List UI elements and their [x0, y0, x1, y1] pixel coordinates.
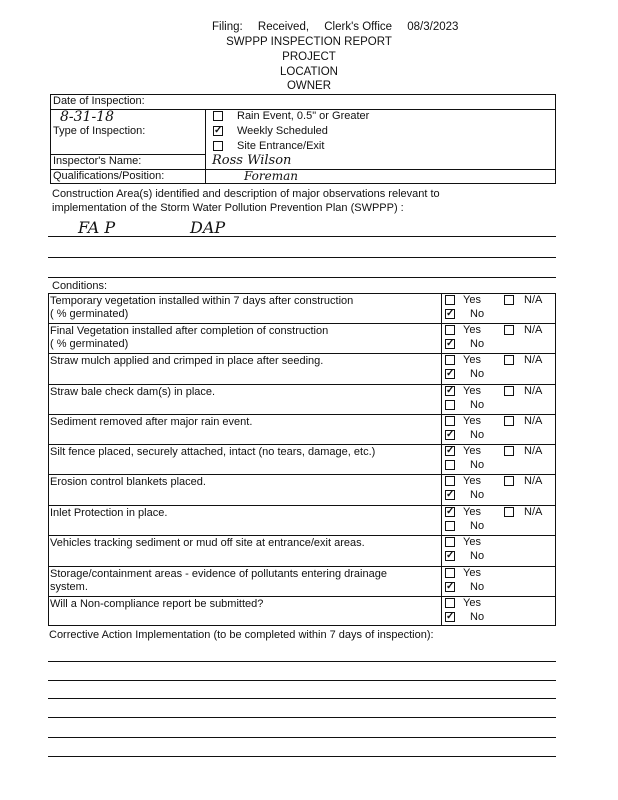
condition-line-2: system.	[50, 581, 88, 593]
answer-line	[48, 661, 556, 662]
no-label: No	[470, 368, 485, 380]
no-label: No	[470, 550, 485, 562]
location-label: LOCATION	[280, 66, 338, 78]
condition-line-1: Storage/containment areas - evidence of pollutants entering drainage	[50, 568, 387, 580]
qualifications-value: Foreman	[244, 169, 298, 183]
condition-text	[50, 295, 440, 321]
check-mark-icon: ✓	[446, 368, 455, 379]
construction-text: Construction Area(s) identified and description of major observations relevant to implementation of the Storm Water Pollution Prevention Plan (SWPPP) :	[52, 188, 440, 214]
answer-line	[48, 737, 556, 738]
no-checkbox[interactable]	[445, 551, 455, 561]
condition-text	[50, 355, 440, 368]
no-checkbox[interactable]	[445, 339, 455, 349]
no-label: No	[470, 520, 485, 532]
construction-note-1: FA P	[78, 218, 116, 237]
condition-line-1: Vehicles tracking sediment or mud off site at entrance/exit areas.	[50, 537, 365, 549]
rain-event-label: Rain Event, 0.5" or Greater	[237, 110, 370, 122]
condition-text	[50, 446, 440, 459]
no-label: No	[470, 308, 485, 320]
yes-label: Yes	[463, 567, 481, 579]
project-label: PROJECT	[282, 51, 336, 63]
yes-label: Yes	[463, 506, 481, 518]
na-checkbox[interactable]	[504, 295, 514, 305]
no-label: No	[470, 459, 485, 471]
check-mark-icon: ✓	[446, 385, 455, 396]
conditions-label: Conditions:	[52, 280, 108, 292]
yes-label: Yes	[463, 415, 481, 427]
yes-label: Yes	[463, 597, 481, 609]
yes-label: Yes	[463, 536, 481, 548]
condition-line-1: Will a Non-compliance report be submitted?	[50, 598, 264, 610]
condition-text	[50, 416, 440, 429]
check-mark-icon: ✓	[446, 581, 455, 592]
condition-text	[50, 598, 440, 611]
answer-line	[48, 680, 556, 681]
site-entrance-checkbox[interactable]	[213, 141, 223, 151]
inspector-label: Inspector's Name:	[53, 155, 142, 167]
no-checkbox[interactable]	[445, 430, 455, 440]
answer-line	[48, 717, 556, 718]
na-label: N/A	[524, 324, 543, 336]
condition-line-2: ( % germinated)	[50, 338, 129, 350]
condition-line-1: Erosion control blankets placed.	[50, 476, 206, 488]
received-label: Received,	[257, 21, 310, 33]
na-label: N/A	[524, 415, 543, 427]
yes-label: Yes	[463, 445, 481, 457]
na-checkbox[interactable]	[504, 386, 514, 396]
yes-checkbox[interactable]	[445, 295, 455, 305]
na-label: N/A	[524, 354, 543, 366]
na-label: N/A	[524, 506, 543, 518]
check-mark-icon: ✓	[214, 125, 223, 136]
answer-line	[48, 756, 556, 757]
na-label: N/A	[524, 445, 543, 457]
rain-event-checkbox[interactable]	[213, 111, 223, 121]
na-label: N/A	[524, 385, 543, 397]
answer-line	[48, 277, 556, 278]
date-value: 8-31-18	[60, 109, 114, 125]
condition-line-1: Sediment removed after major rain event.	[50, 416, 253, 428]
yes-label: Yes	[463, 475, 481, 487]
condition-text	[50, 537, 440, 550]
condition-text	[50, 325, 440, 351]
no-checkbox[interactable]	[445, 521, 455, 531]
conditions-divider	[441, 293, 442, 626]
no-label: No	[470, 611, 485, 623]
na-checkbox[interactable]	[504, 446, 514, 456]
yes-checkbox[interactable]	[445, 355, 455, 365]
info-divider	[205, 109, 206, 184]
condition-line-1: Silt fence placed, securely attached, intact (no tears, damage, etc.)	[50, 446, 376, 458]
date-label: Date of Inspection:	[53, 95, 145, 107]
yes-label: Yes	[463, 294, 481, 306]
condition-text	[50, 476, 440, 489]
condition-text	[50, 386, 440, 399]
site-entrance-label: Site Entrance/Exit	[237, 140, 325, 152]
yes-checkbox[interactable]	[445, 598, 455, 608]
condition-text	[50, 507, 440, 520]
check-mark-icon: ✓	[446, 338, 455, 349]
no-checkbox[interactable]	[445, 369, 455, 379]
condition-text	[50, 568, 440, 594]
yes-checkbox[interactable]	[445, 507, 455, 517]
yes-checkbox[interactable]	[445, 325, 455, 335]
no-label: No	[470, 489, 485, 501]
filing-stamp	[212, 21, 470, 33]
no-checkbox[interactable]	[445, 460, 455, 470]
weekly-scheduled-label: Weekly Scheduled	[237, 125, 328, 137]
corrective-label: Corrective Action Implementation (to be completed within 7 days of inspection):	[49, 629, 434, 641]
yes-checkbox[interactable]	[445, 537, 455, 547]
no-label: No	[470, 338, 485, 350]
yes-checkbox[interactable]	[445, 446, 455, 456]
yes-label: Yes	[463, 324, 481, 336]
yes-checkbox[interactable]	[445, 386, 455, 396]
no-label: No	[470, 399, 485, 411]
yes-checkbox[interactable]	[445, 416, 455, 426]
check-mark-icon: ✓	[446, 550, 455, 561]
condition-line-1: Final Vegetation installed after completion of construction	[50, 325, 329, 337]
no-checkbox[interactable]	[445, 490, 455, 500]
no-label: No	[470, 581, 485, 593]
owner-label: OWNER	[286, 80, 332, 92]
check-mark-icon: ✓	[446, 429, 455, 440]
no-label: No	[470, 429, 485, 441]
answer-line	[48, 698, 556, 699]
no-checkbox[interactable]	[445, 400, 455, 410]
report-title: SWPPP INSPECTION REPORT	[226, 36, 392, 48]
na-checkbox[interactable]	[504, 507, 514, 517]
na-checkbox[interactable]	[504, 476, 514, 486]
filing-label: Filing:	[212, 21, 243, 33]
no-checkbox[interactable]	[445, 612, 455, 622]
check-mark-icon: ✓	[446, 506, 455, 517]
check-mark-icon: ✓	[446, 489, 455, 500]
qualifications-label: Qualifications/Position:	[53, 170, 165, 182]
type-label: Type of Inspection:	[53, 125, 146, 137]
yes-checkbox[interactable]	[445, 568, 455, 578]
condition-line-1: Straw bale check dam(s) in place.	[50, 386, 216, 398]
na-checkbox[interactable]	[504, 325, 514, 335]
weekly-scheduled-checkbox[interactable]	[213, 126, 223, 136]
yes-label: Yes	[463, 354, 481, 366]
no-checkbox[interactable]	[445, 582, 455, 592]
clerk-label: Clerk's Office	[324, 21, 393, 33]
condition-line-2: ( % germinated)	[50, 308, 129, 320]
check-mark-icon: ✓	[446, 445, 455, 456]
condition-line-1: Straw mulch applied and crimped in place after seeding.	[50, 355, 324, 367]
answer-line	[48, 257, 556, 258]
check-mark-icon: ✓	[446, 611, 455, 622]
no-checkbox[interactable]	[445, 309, 455, 319]
yes-label: Yes	[463, 385, 481, 397]
na-label: N/A	[524, 294, 543, 306]
check-mark-icon: ✓	[446, 308, 455, 319]
na-checkbox[interactable]	[504, 355, 514, 365]
condition-line-1: Temporary vegetation installed within 7 days after construction	[50, 295, 354, 307]
filing-date: 08/3/2023	[407, 21, 459, 33]
construction-note-2: DAP	[190, 218, 226, 237]
na-checkbox[interactable]	[504, 416, 514, 426]
na-label: N/A	[524, 475, 543, 487]
answer-line	[48, 236, 556, 237]
yes-checkbox[interactable]	[445, 476, 455, 486]
inspector-value: Ross Wilson	[212, 153, 292, 168]
condition-line-1: Inlet Protection in place.	[50, 507, 168, 519]
